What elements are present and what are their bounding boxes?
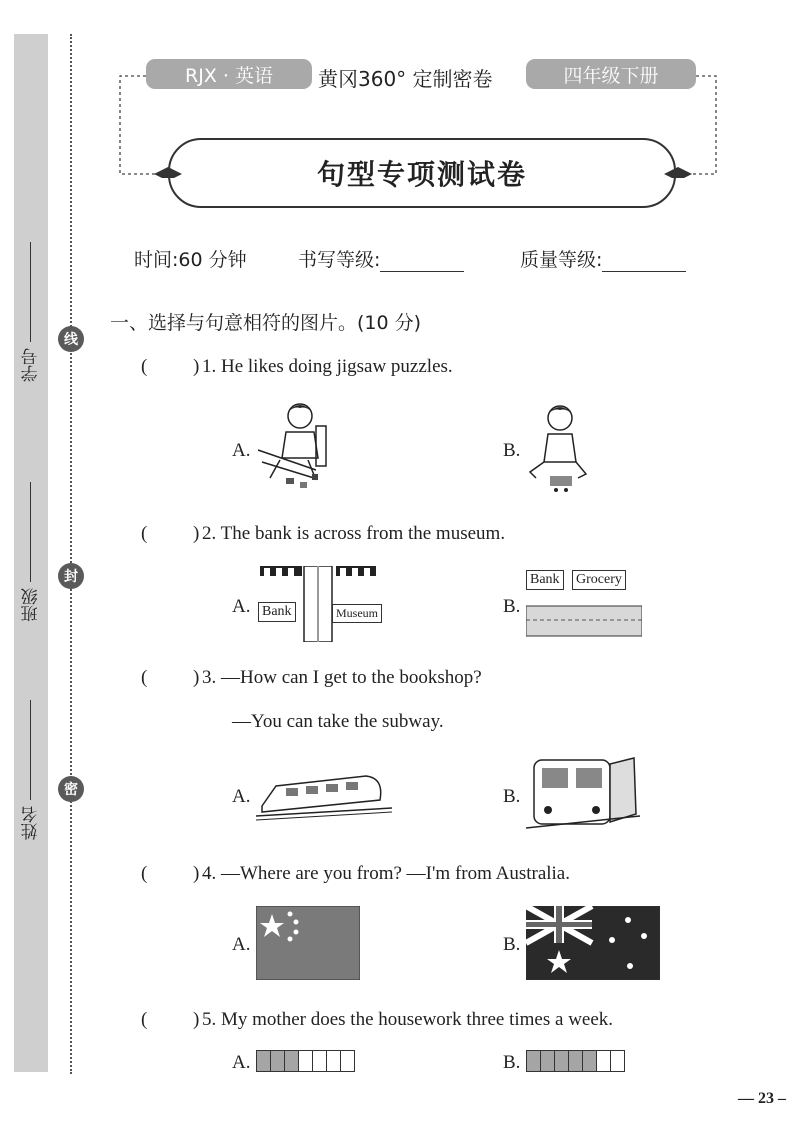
frequency-bar-b[interactable] — [526, 1050, 625, 1072]
answer-paren-open[interactable]: ( — [141, 1009, 148, 1030]
bar-cell — [569, 1051, 583, 1071]
cut-line — [70, 34, 72, 1074]
bar-cell — [597, 1051, 611, 1071]
q2-option-a-label: A. — [232, 596, 251, 617]
answer-paren-close: ) — [193, 523, 200, 544]
question-4-text: 4. —Where are you from? —I'm from Australia. — [202, 863, 570, 884]
frequency-bar-a[interactable] — [256, 1050, 355, 1072]
answer-paren-close: ) — [193, 356, 200, 377]
question-3-text: 3. —How can I get to the bookshop? — [202, 667, 482, 688]
bar-cell — [611, 1051, 624, 1071]
grade-pill: 四年级下册 — [526, 59, 696, 89]
bar-cell — [313, 1051, 327, 1071]
q1-option-b-label: B. — [503, 440, 521, 461]
answer-paren-open[interactable]: ( — [141, 356, 148, 377]
answer-paren-open[interactable]: ( — [141, 523, 148, 544]
student-no-label: 学号 — [21, 348, 42, 382]
section-heading: 一、选择与句意相符的图片。(10 分) — [110, 312, 422, 334]
bar-cell — [583, 1051, 597, 1071]
q3-option-b-label: B. — [503, 786, 521, 807]
name-field — [14, 680, 48, 840]
road — [526, 600, 642, 640]
writing-grade — [298, 245, 464, 272]
boy-playing-toy-figure[interactable] — [526, 400, 592, 496]
quality-grade — [520, 245, 686, 272]
bank-across-museum-figure[interactable] — [256, 566, 382, 642]
bank-sign: Bank — [258, 602, 296, 622]
bar-cell — [327, 1051, 341, 1071]
answer-paren-open[interactable]: ( — [141, 667, 148, 688]
grocery-sign: Grocery — [572, 570, 626, 590]
question-2-text: 2. The bank is across from the museum. — [202, 523, 506, 544]
bar-cell — [271, 1051, 285, 1071]
class-label: 班级 — [21, 588, 42, 622]
train-figure[interactable] — [256, 766, 392, 822]
answer-paren-close: ) — [193, 1009, 200, 1030]
page-title: 句型专项测试卷 — [168, 138, 676, 208]
answer-paren-close: ) — [193, 863, 200, 884]
museum-sign: Museum — [332, 604, 382, 623]
q1-option-a-label: A. — [232, 440, 251, 461]
bar-cell — [299, 1051, 313, 1071]
q5-option-a-label: A. — [232, 1052, 251, 1073]
q4-option-b-label: B. — [503, 934, 521, 955]
boy-doing-puzzle-figure[interactable] — [256, 398, 336, 494]
publisher-name: 黄冈360° 定制密卷 — [318, 67, 493, 91]
bar-cell — [527, 1051, 541, 1071]
stamp-secret: 密 — [58, 776, 84, 802]
subway-figure[interactable] — [526, 754, 640, 832]
question-5-text: 5. My mother does the housework three times a week. — [202, 1009, 614, 1030]
stamp-line: 线 — [58, 326, 84, 352]
exam-time: 时间:60 分钟 — [134, 249, 247, 271]
australia-flag-icon[interactable] — [526, 906, 660, 980]
name-label: 姓名 — [21, 806, 42, 840]
q3-option-a-label: A. — [232, 786, 251, 807]
q2-option-b-label: B. — [503, 596, 521, 617]
quality-grade-label: 质量等级: — [520, 249, 603, 271]
bar-cell — [555, 1051, 569, 1071]
bar-cell — [541, 1051, 555, 1071]
answer-paren-open[interactable]: ( — [141, 863, 148, 884]
bar-cell — [285, 1051, 299, 1071]
writing-grade-label: 书写等级: — [298, 249, 381, 271]
bank-next-to-grocery-figure[interactable] — [526, 570, 642, 640]
china-flag-icon[interactable] — [256, 906, 360, 980]
stamp-seal: 封 — [58, 563, 84, 589]
student-no-field — [14, 232, 48, 382]
bar-cell — [341, 1051, 354, 1071]
class-field — [14, 462, 48, 622]
bank-sign: Bank — [526, 570, 564, 590]
page-number: — 23 – — [738, 1090, 786, 1107]
question-3-answer-text: —You can take the subway. — [232, 711, 444, 732]
subject-pill: RJX · 英语 — [146, 59, 312, 89]
bar-cell — [257, 1051, 271, 1071]
quality-grade-blank[interactable] — [602, 251, 686, 272]
answer-paren-close: ) — [193, 667, 200, 688]
q4-option-a-label: A. — [232, 934, 251, 955]
writing-grade-blank[interactable] — [380, 251, 464, 272]
question-1-text: 1. He likes doing jigsaw puzzles. — [202, 356, 453, 377]
q5-option-b-label: B. — [503, 1052, 521, 1073]
